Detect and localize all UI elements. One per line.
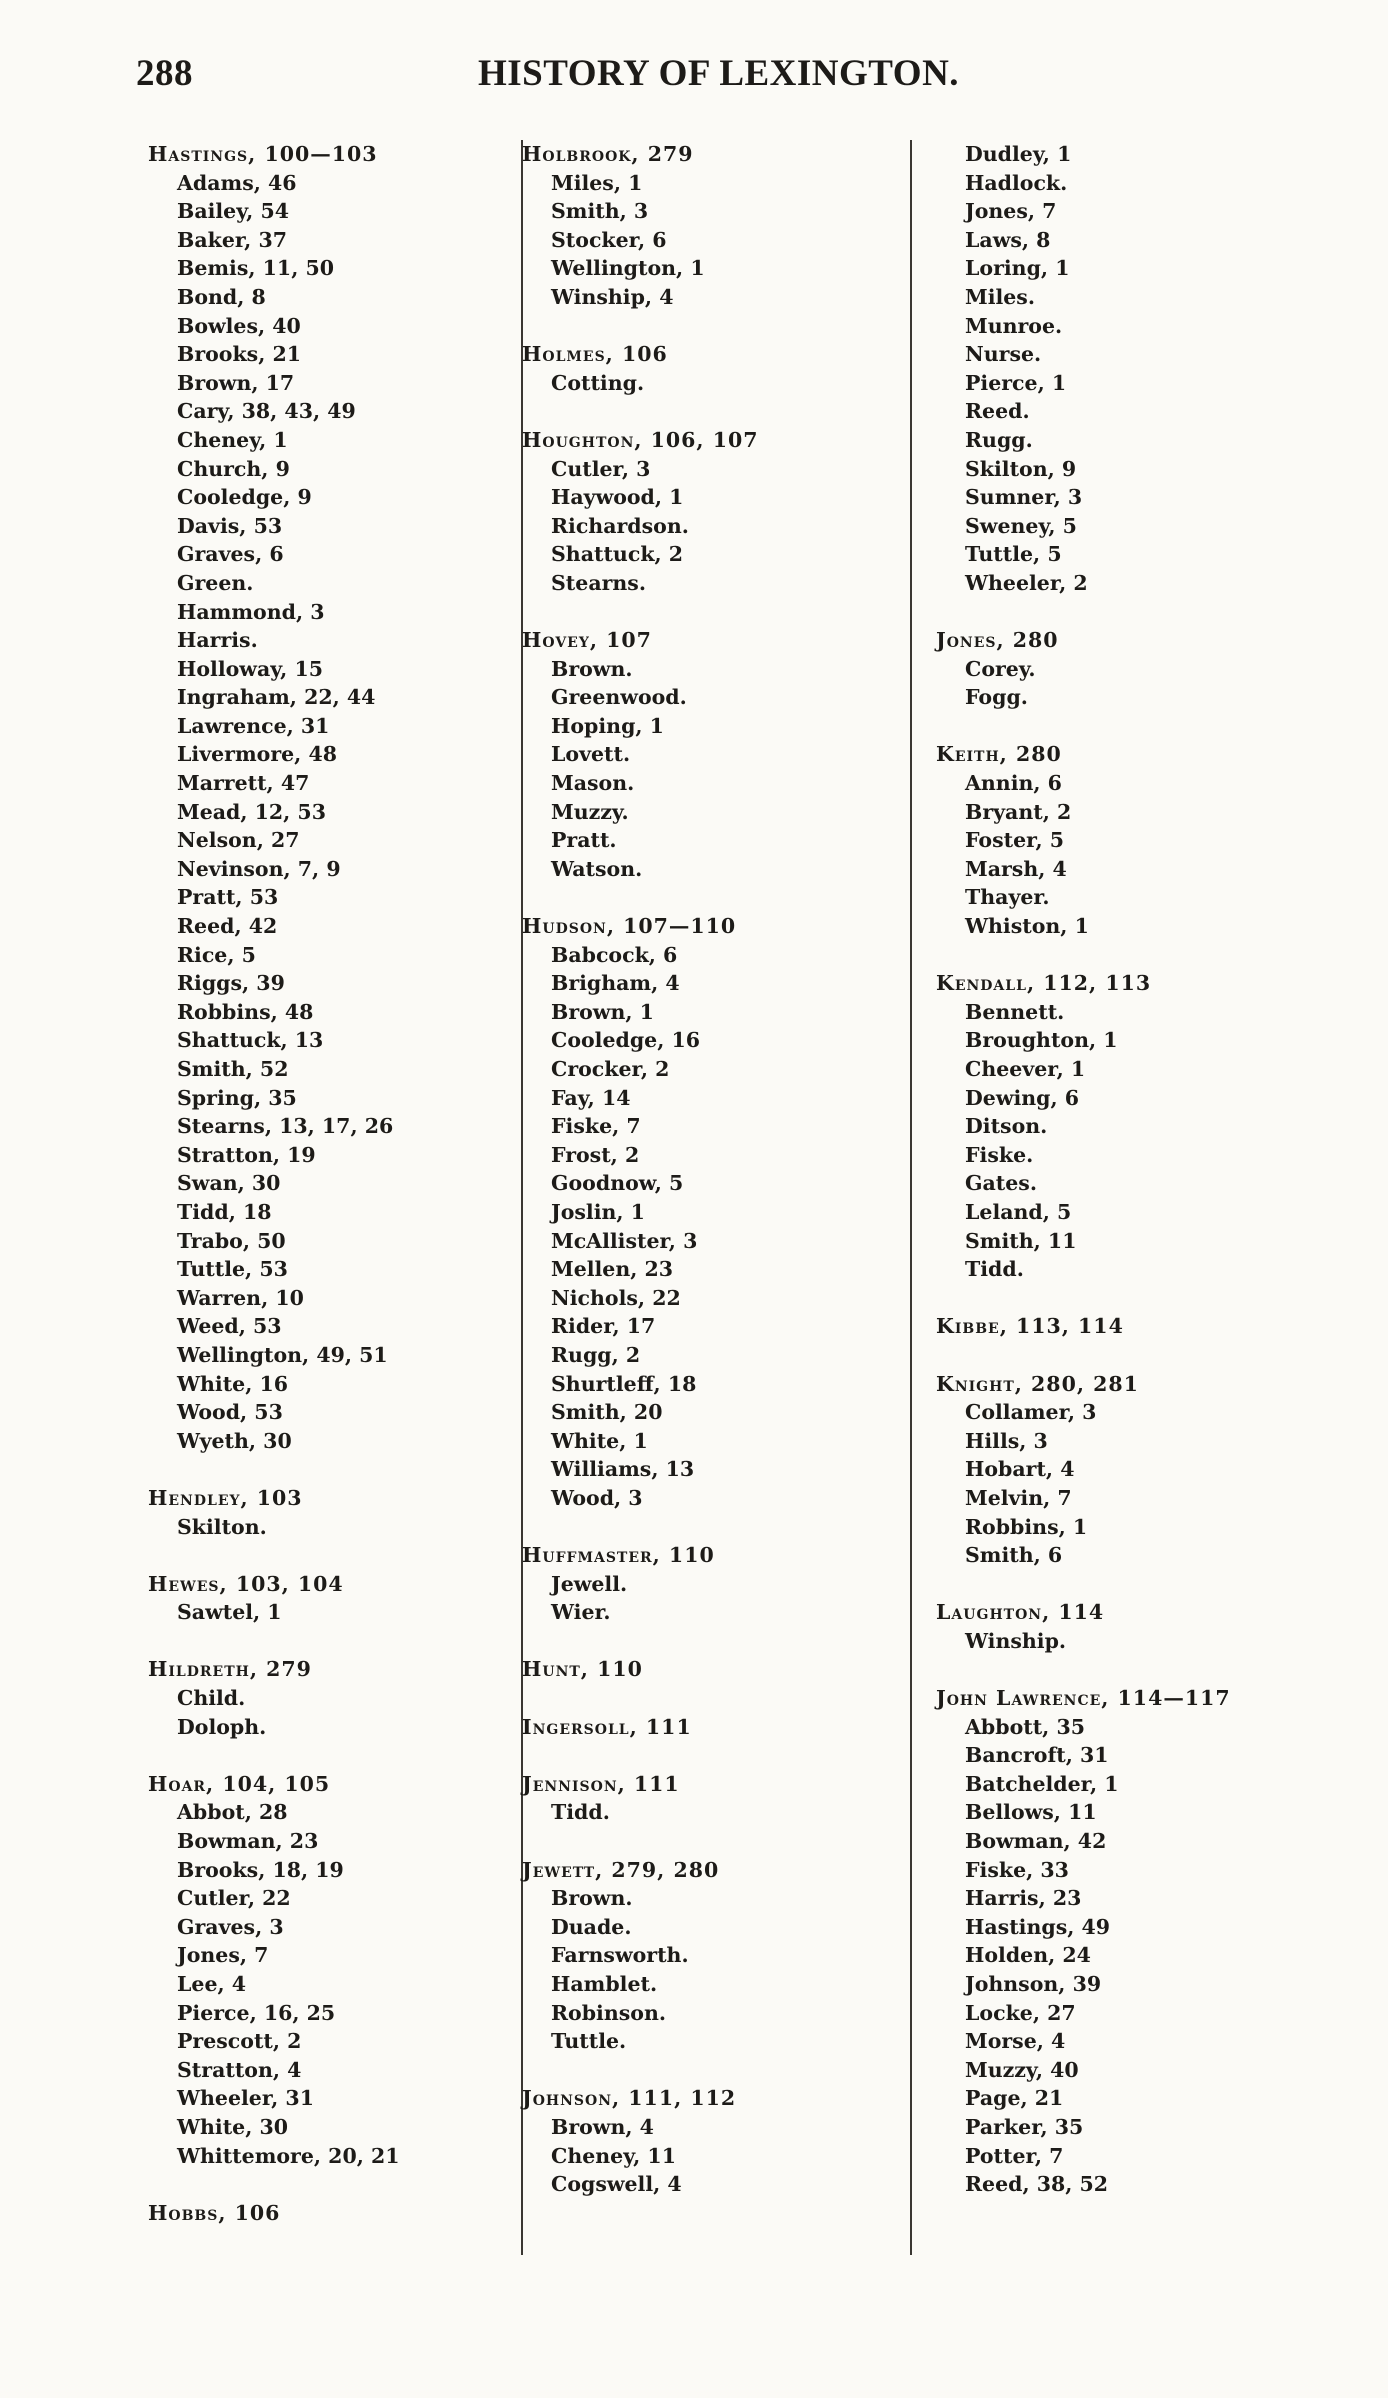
spouse-name: Abbott, 35 xyxy=(965,1714,1085,1739)
spouse-name: Hamblet. xyxy=(551,1972,658,1996)
spouse-name: Winship. xyxy=(965,1628,1067,1653)
index-entry xyxy=(936,140,1316,598)
spouse-name: Bowles, 40 xyxy=(177,313,301,338)
spouse-name: Gates. xyxy=(965,1171,1037,1196)
index-entry xyxy=(522,340,902,397)
index-entry xyxy=(148,1770,478,2170)
spouse-name: Brigham, 4 xyxy=(551,971,680,996)
spouse-name: Ditson. xyxy=(965,1114,1048,1139)
spouse-name: Wyeth, 30 xyxy=(177,1428,292,1453)
spouse-name: Skilton. xyxy=(177,1514,267,1539)
spouse-name: Harris. xyxy=(177,628,258,653)
spouse-name: Wheeler, 2 xyxy=(965,570,1088,595)
spouse-name: Potter, 7 xyxy=(965,2143,1064,2168)
index-entry xyxy=(148,140,478,1455)
spouse-name: Cogswell, 4 xyxy=(551,2172,682,2197)
index-entry xyxy=(936,1684,1316,2199)
spouse-name: Warren, 10 xyxy=(177,1285,304,1310)
spouse-name: Robbins, 1 xyxy=(965,1514,1088,1539)
spouse-name: Sumner, 3 xyxy=(965,485,1083,510)
index-entry xyxy=(522,140,902,312)
spouse-name: Morse, 4 xyxy=(965,2029,1066,2054)
spouse-name: Hastings, 49 xyxy=(965,1914,1111,1939)
spouse-name: Williams, 13 xyxy=(551,1457,695,1482)
spouse-name: Joslin, 1 xyxy=(551,1199,645,1224)
spouse-name: Davis, 53 xyxy=(177,513,283,538)
spouse-name: Brown, 4 xyxy=(551,2114,654,2139)
spouse-name: Prescott, 2 xyxy=(177,2029,302,2054)
spouse-name: Tidd, 18 xyxy=(177,1199,272,1224)
spouse-name: Cheever, 1 xyxy=(965,1057,1086,1081)
spouse-name: Goodnow, 5 xyxy=(551,1171,684,1196)
spouse-name: Hoping, 1 xyxy=(551,713,664,738)
spouse-name: Lovett. xyxy=(551,742,631,767)
index-entry xyxy=(936,1312,1316,1341)
spouse-name: Wellington, 1 xyxy=(551,256,705,281)
spouse-name: Smith, 20 xyxy=(551,1400,663,1425)
spouse-name: Munroe. xyxy=(965,313,1063,338)
spouse-name: Lee, 4 xyxy=(177,1972,247,1996)
index-entry xyxy=(148,1484,478,1541)
spouse-name: Greenwood. xyxy=(551,685,687,710)
spouse-name: Weed, 53 xyxy=(177,1314,282,1339)
spouse-name: Tuttle, 5 xyxy=(965,542,1062,567)
spouse-name: Cotting. xyxy=(551,370,645,395)
surname-heading: Hoar, 104, 105 xyxy=(148,1771,331,1796)
surname-heading: Keith, 280 xyxy=(936,742,1062,767)
spouse-name: Collamer, 3 xyxy=(965,1400,1097,1425)
index-entry xyxy=(522,1655,902,1684)
spouse-name: Swan, 30 xyxy=(177,1171,281,1196)
spouse-name: Hadlock. xyxy=(965,170,1068,195)
spouse-name: Tuttle, 53 xyxy=(177,1257,288,1282)
index-entry xyxy=(936,1598,1316,1655)
surname-heading: Hunt, 110 xyxy=(522,1657,643,1682)
index-column-3 xyxy=(936,140,1316,2199)
spouse-name: Stratton, 19 xyxy=(177,1142,316,1167)
spouse-name: White, 16 xyxy=(177,1371,289,1396)
spouse-name: Wier. xyxy=(551,1600,611,1625)
spouse-name: Wheeler, 31 xyxy=(177,2086,314,2111)
spouse-name: Bemis, 11, 50 xyxy=(177,256,334,281)
spouse-name: Wellington, 49, 51 xyxy=(177,1342,388,1367)
spouse-name: Pratt. xyxy=(551,828,617,853)
surname-heading: Knight, 280, 281 xyxy=(936,1371,1139,1396)
spouse-name: Robinson. xyxy=(551,2000,666,2025)
spouse-name: Tidd. xyxy=(551,1800,610,1825)
spouse-name: Baker, 37 xyxy=(177,227,287,252)
spouse-name: Frost, 2 xyxy=(551,1142,640,1167)
spouse-name: Rugg. xyxy=(965,427,1033,452)
spouse-name: Jones, 7 xyxy=(177,1943,269,1968)
spouse-name: Smith, 52 xyxy=(177,1057,289,1081)
spouse-name: Stearns, 13, 17, 26 xyxy=(177,1114,394,1139)
spouse-name: Holloway, 15 xyxy=(177,656,323,681)
surname-heading: Hewes, 103, 104 xyxy=(148,1571,344,1596)
spouse-name: Bennett. xyxy=(965,999,1065,1024)
index-entry xyxy=(522,1541,902,1627)
spouse-name: White, 30 xyxy=(177,2114,289,2139)
spouse-name: Nevinson, 7, 9 xyxy=(177,856,341,881)
spouse-name: Doloph. xyxy=(177,1714,267,1739)
spouse-name: Hammond, 3 xyxy=(177,599,325,624)
surname-heading: Laughton, 114 xyxy=(936,1600,1105,1625)
spouse-name: Winship, 4 xyxy=(551,284,674,309)
spouse-name: Bryant, 2 xyxy=(965,799,1072,824)
spouse-name: Rider, 17 xyxy=(551,1314,656,1339)
spouse-name: Hills, 3 xyxy=(965,1428,1048,1453)
spouse-name: Trabo, 50 xyxy=(177,1228,286,1253)
index-entry xyxy=(522,1713,902,1742)
spouse-name: Riggs, 39 xyxy=(177,971,285,996)
spouse-name: White, 1 xyxy=(551,1428,648,1453)
spouse-name: Bancroft, 31 xyxy=(965,1743,1109,1768)
spouse-name: Cutler, 22 xyxy=(177,1886,291,1911)
spouse-name: Miles. xyxy=(965,284,1035,309)
spouse-name: Livermore, 48 xyxy=(177,742,337,767)
spouse-name: Smith, 6 xyxy=(965,1543,1063,1568)
spouse-name: Adams, 46 xyxy=(177,170,297,195)
spouse-name: Lawrence, 31 xyxy=(177,713,330,738)
spouse-name: Melvin, 7 xyxy=(965,1485,1072,1510)
index-entry xyxy=(522,626,902,883)
index-entry xyxy=(522,1770,902,1827)
spouse-name: Bowman, 23 xyxy=(177,1829,319,1854)
spouse-name: Reed, 38, 52 xyxy=(965,2172,1109,2197)
spouse-name: Cheney, 1 xyxy=(177,427,288,452)
spouse-name: Sweney, 5 xyxy=(965,513,1077,538)
spouse-name: Laws, 8 xyxy=(965,227,1051,252)
spouse-name: Marrett, 47 xyxy=(177,771,310,796)
spouse-name: Miles, 1 xyxy=(551,170,643,195)
spouse-name: Mead, 12, 53 xyxy=(177,799,326,824)
spouse-name: Mason. xyxy=(551,771,635,796)
spouse-name: Jones, 7 xyxy=(965,199,1057,224)
spouse-name: Parker, 35 xyxy=(965,2114,1084,2139)
spouse-name: Stratton, 4 xyxy=(177,2057,302,2082)
spouse-name: Reed. xyxy=(965,399,1030,424)
surname-heading: Hildreth, 279 xyxy=(148,1657,312,1682)
surname-heading: Hudson, 107—110 xyxy=(522,914,737,939)
spouse-name: Green. xyxy=(177,570,254,595)
index-entry xyxy=(522,426,902,598)
spouse-name: Abbot, 28 xyxy=(177,1800,288,1825)
index-entry xyxy=(148,1655,478,1741)
spouse-name: Bellows, 11 xyxy=(965,1800,1097,1825)
spouse-name: Dewing, 6 xyxy=(965,1085,1080,1110)
spouse-name: Richardson. xyxy=(551,513,689,538)
index-entry xyxy=(936,740,1316,940)
spouse-name: Stocker, 6 xyxy=(551,227,667,252)
spouse-name: Pierce, 1 xyxy=(965,370,1067,395)
spouse-name: Annin, 6 xyxy=(965,771,1062,796)
spouse-name: Fiske. xyxy=(965,1142,1034,1167)
spouse-name: Batchelder, 1 xyxy=(965,1771,1119,1796)
surname-heading: Houghton, 106, 107 xyxy=(522,427,759,452)
page-number: 288 xyxy=(136,53,193,94)
spouse-name: Bond, 8 xyxy=(177,284,266,309)
spouse-name: Reed, 42 xyxy=(177,914,278,939)
spouse-name: Haywood, 1 xyxy=(551,485,684,510)
spouse-name: Babcock, 6 xyxy=(551,942,678,967)
spouse-name: Broughton, 1 xyxy=(965,1028,1118,1053)
spouse-name: Brooks, 21 xyxy=(177,342,302,367)
spouse-name: Cary, 38, 43, 49 xyxy=(177,399,356,424)
spouse-name: Pierce, 16, 25 xyxy=(177,2000,336,2025)
spouse-name: Foster, 5 xyxy=(965,828,1065,853)
page-header xyxy=(0,52,1388,102)
spouse-name: Harris, 23 xyxy=(965,1886,1082,1911)
spouse-name: Duade. xyxy=(551,1914,632,1939)
index-column-2 xyxy=(522,140,902,2199)
spouse-name: Smith, 3 xyxy=(551,199,649,224)
spouse-name: Hobart, 4 xyxy=(965,1457,1075,1482)
spouse-name: Wood, 3 xyxy=(551,1485,643,1510)
index-entry xyxy=(936,1370,1316,1570)
running-title: HISTORY OF LEXINGTON. xyxy=(478,53,960,94)
spouse-name: Smith, 11 xyxy=(965,1228,1077,1253)
surname-heading: Ingersoll, 111 xyxy=(522,1714,692,1739)
spouse-name: Shattuck, 13 xyxy=(177,1028,324,1053)
spouse-name: Graves, 6 xyxy=(177,542,284,567)
spouse-name: Whittemore, 20, 21 xyxy=(177,2143,400,2168)
surname-heading: John Lawrence, 114—117 xyxy=(936,1686,1231,1711)
surname-heading: Hendley, 103 xyxy=(148,1485,303,1510)
spouse-name: Muzzy, 40 xyxy=(965,2057,1079,2082)
spouse-name: Nurse. xyxy=(965,342,1042,367)
spouse-name: Locke, 27 xyxy=(965,2000,1076,2025)
spouse-name: Sawtel, 1 xyxy=(177,1600,282,1625)
surname-heading: Holbrook, 279 xyxy=(522,142,694,166)
spouse-name: Muzzy. xyxy=(551,799,629,824)
spouse-name: Bailey, 54 xyxy=(177,199,289,224)
spouse-name: Jewell. xyxy=(551,1571,628,1596)
index-entry xyxy=(522,2084,902,2198)
spouse-name: Whiston, 1 xyxy=(965,914,1089,939)
spouse-name: Bowman, 42 xyxy=(965,1829,1107,1854)
spouse-name: Brown, 1 xyxy=(551,999,654,1024)
index-entry xyxy=(522,912,902,1512)
spouse-name: Johnson, 39 xyxy=(965,1972,1102,1996)
index-column-1 xyxy=(148,140,478,2227)
surname-heading: Holmes, 106 xyxy=(522,342,668,367)
spouse-name: Robbins, 48 xyxy=(177,999,314,1024)
spouse-name: Wood, 53 xyxy=(177,1400,283,1425)
spouse-name: Rugg, 2 xyxy=(551,1342,641,1367)
spouse-name: Fiske, 33 xyxy=(965,1857,1069,1882)
spouse-name: Cooledge, 16 xyxy=(551,1028,701,1053)
spouse-name: Ingraham, 22, 44 xyxy=(177,685,376,710)
spouse-name: Brown. xyxy=(551,656,633,681)
surname-heading: Hobbs, 106 xyxy=(148,2200,281,2225)
spouse-name: Skilton, 9 xyxy=(965,456,1077,481)
column-divider xyxy=(910,140,912,2255)
spouse-name: Brown, 17 xyxy=(177,370,295,395)
spouse-name: Tidd. xyxy=(965,1257,1024,1282)
spouse-name: Corey. xyxy=(965,656,1036,681)
spouse-name: Cutler, 3 xyxy=(551,456,651,481)
spouse-name: Church, 9 xyxy=(177,456,290,481)
spouse-name: Mellen, 23 xyxy=(551,1257,674,1282)
spouse-name: Spring, 35 xyxy=(177,1085,297,1110)
index-entry xyxy=(522,1856,902,2056)
surname-heading: Hovey, 107 xyxy=(522,628,652,653)
spouse-name: Fay, 14 xyxy=(551,1085,631,1110)
spouse-name: Dudley, 1 xyxy=(965,142,1072,166)
spouse-name: Graves, 3 xyxy=(177,1914,284,1939)
index-entry xyxy=(936,969,1316,1284)
index-entry xyxy=(936,626,1316,712)
spouse-name: Cheney, 11 xyxy=(551,2143,676,2168)
spouse-name: Marsh, 4 xyxy=(965,856,1067,881)
spouse-name: Holden, 24 xyxy=(965,1943,1091,1968)
surname-heading: Jewett, 279, 280 xyxy=(522,1857,720,1882)
spouse-name: Page, 21 xyxy=(965,2086,1064,2111)
spouse-name: Thayer. xyxy=(965,885,1050,910)
index-entry xyxy=(148,2199,478,2228)
spouse-name: Fiske, 7 xyxy=(551,1114,641,1139)
spouse-name: Nichols, 22 xyxy=(551,1285,681,1310)
surname-heading: Huffmaster, 110 xyxy=(522,1543,715,1568)
surname-heading: Johnson, 111, 112 xyxy=(522,2086,737,2111)
surname-heading: Jones, 280 xyxy=(936,628,1059,653)
surname-heading: Jennison, 111 xyxy=(522,1771,680,1796)
spouse-name: McAllister, 3 xyxy=(551,1228,698,1253)
spouse-name: Farnsworth. xyxy=(551,1943,689,1968)
spouse-name: Loring, 1 xyxy=(965,256,1070,281)
spouse-name: Pratt, 53 xyxy=(177,885,279,910)
spouse-name: Leland, 5 xyxy=(965,1199,1072,1224)
surname-heading: Kendall, 112, 113 xyxy=(936,971,1152,996)
spouse-name: Nelson, 27 xyxy=(177,828,300,853)
spouse-name: Fogg. xyxy=(965,685,1028,710)
spouse-name: Child. xyxy=(177,1686,246,1711)
spouse-name: Cooledge, 9 xyxy=(177,485,312,510)
spouse-name: Brooks, 18, 19 xyxy=(177,1857,344,1882)
spouse-name: Brown. xyxy=(551,1886,633,1911)
spouse-name: Crocker, 2 xyxy=(551,1057,670,1081)
surname-heading: Kibbe, 113, 114 xyxy=(936,1314,1124,1339)
spouse-name: Watson. xyxy=(551,856,643,881)
spouse-name: Tuttle. xyxy=(551,2029,627,2054)
index-entry xyxy=(148,1570,478,1627)
spouse-name: Shurtleff, 18 xyxy=(551,1371,697,1396)
surname-heading: Hastings, 100—103 xyxy=(148,142,378,166)
spouse-name: Shattuck, 2 xyxy=(551,542,684,567)
spouse-name: Rice, 5 xyxy=(177,942,256,967)
spouse-name: Stearns. xyxy=(551,570,646,595)
